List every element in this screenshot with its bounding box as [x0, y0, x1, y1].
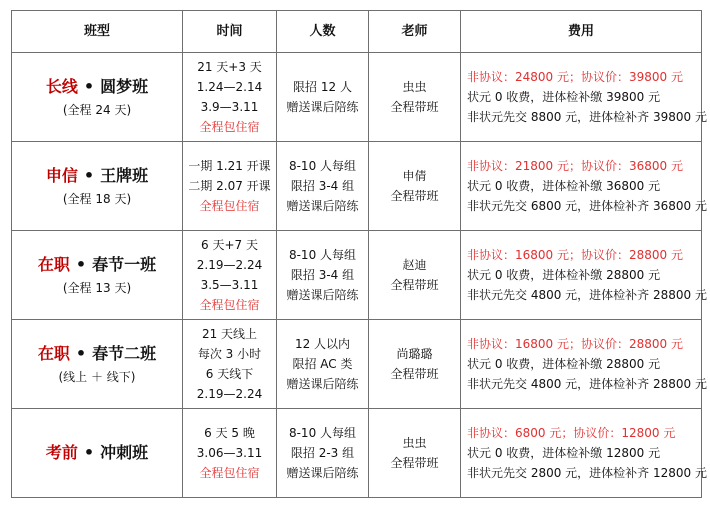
fee-line: 非协议：16800 元；协议价：28800 元: [467, 248, 683, 262]
people-line: 赠送课后陪练: [286, 288, 359, 302]
class-title: [12, 341, 182, 367]
people-line: 限招 2-3 组: [290, 446, 355, 460]
time-line: 2.19—2.24: [196, 387, 263, 401]
class-title: [12, 74, 182, 100]
fee-line: 非协议：21800 元；协议价：36800 元: [467, 159, 683, 173]
course-table-wrapper: [11, 10, 707, 498]
class-duration: (全程 13 天): [62, 281, 132, 295]
fee-line: 非状元先交 4800 元，进体检补齐 28800 元: [467, 377, 707, 391]
teacher-line: 全程带班: [390, 189, 439, 203]
time-cell: [183, 231, 277, 320]
course-table: [11, 10, 707, 498]
time-cell: [183, 320, 277, 409]
separator-dot: •: [75, 255, 87, 274]
people-line: 赠送课后陪练: [286, 466, 359, 480]
teacher-line: 全程带班: [390, 367, 439, 381]
time-cell: [183, 53, 277, 142]
teacher-cell: [369, 409, 461, 498]
time-line: 21 天线上: [201, 327, 258, 341]
separator-dot: •: [83, 166, 95, 185]
class-duration: (全程 24 天): [62, 103, 132, 117]
time-line: 全程包住宿: [199, 120, 260, 134]
people-line: 8-10 人每组: [288, 159, 357, 173]
people-line: 限招 3-4 组: [290, 268, 355, 282]
fee-line: 状元 0 收费，进体检补缴 12800 元: [467, 446, 661, 460]
teacher-cell: [369, 53, 461, 142]
class-duration: (线上 ＋ 线下): [58, 370, 136, 384]
class-name-cell: [12, 320, 183, 409]
fee-line: 非状元先交 6800 元，进体检补齐 36800 元: [467, 199, 707, 213]
teacher-line: 尚璐璐: [396, 347, 433, 361]
time-line: 全程包住宿: [199, 466, 260, 480]
fee-line: 状元 0 收费，进体检补缴 28800 元: [467, 357, 661, 371]
class-name-cell: [12, 231, 183, 320]
table-row: [12, 142, 702, 231]
time-line: 3.5—3.11: [200, 278, 259, 292]
header-class-type: 班型: [12, 11, 183, 53]
class-title: [12, 252, 182, 278]
fee-cell: [461, 142, 707, 231]
header-fee: 费用: [461, 11, 702, 53]
class-name-cell: [12, 142, 183, 231]
class-tag: 在职: [37, 255, 70, 274]
fee-line: 状元 0 收费，进体检补缴 39800 元: [467, 90, 661, 104]
time-line: 1.24—2.14: [196, 80, 263, 94]
time-cell: [183, 142, 277, 231]
fee-cell: [461, 320, 707, 409]
time-line: 6 天+7 天: [201, 238, 258, 252]
fee-line: 状元 0 收费，进体检补缴 28800 元: [467, 268, 661, 282]
fee-cell: [461, 53, 707, 142]
people-line: 赠送课后陪练: [286, 199, 359, 213]
fee-line: 非协议：6800 元；协议价：12800 元: [467, 426, 676, 440]
table-row: [12, 53, 702, 142]
people-cell: [277, 53, 369, 142]
separator-dot: •: [83, 77, 95, 96]
people-cell: [277, 231, 369, 320]
header-time: 时间: [183, 11, 277, 53]
table-row: [12, 409, 702, 498]
teacher-line: 申倩: [402, 169, 427, 183]
class-tag: 申信: [45, 166, 78, 185]
class-title: [12, 163, 182, 189]
time-line: 每次 3 小时: [197, 347, 262, 361]
people-cell: [277, 409, 369, 498]
people-line: 限招 12 人: [293, 80, 352, 94]
class-tag: 长线: [45, 77, 78, 96]
class-tag: 考前: [45, 443, 78, 462]
time-line: 2.19—2.24: [196, 258, 263, 272]
class-title: [12, 440, 182, 466]
teacher-cell: [369, 231, 461, 320]
time-line: 全程包住宿: [199, 298, 260, 312]
teacher-line: 全程带班: [390, 456, 439, 470]
people-cell: [277, 142, 369, 231]
fee-line: 非协议：24800 元；协议价：39800 元: [467, 70, 683, 84]
fee-cell: [461, 231, 707, 320]
class-name: 圆梦班: [100, 77, 149, 96]
header-people: 人数: [277, 11, 369, 53]
fee-cell: [461, 409, 707, 498]
table-row: [12, 231, 702, 320]
fee-line: 非状元先交 2800 元，进体检补齐 12800 元: [467, 466, 707, 480]
class-tag: 在职: [37, 344, 70, 363]
teacher-line: 全程带班: [390, 278, 439, 292]
time-line: 全程包住宿: [199, 199, 260, 213]
class-name-cell: [12, 409, 183, 498]
teacher-cell: [369, 320, 461, 409]
separator-dot: •: [83, 443, 95, 462]
time-line: 二期 2.07 开课: [188, 179, 271, 193]
separator-dot: •: [75, 344, 87, 363]
teacher-cell: [369, 142, 461, 231]
table-row: [12, 320, 702, 409]
header-row: [12, 11, 702, 53]
people-line: 限招 AC 类: [292, 357, 353, 371]
time-cell: [183, 409, 277, 498]
people-line: 8-10 人每组: [288, 426, 357, 440]
teacher-line: 赵迪: [402, 258, 427, 272]
class-name-cell: [12, 53, 183, 142]
teacher-line: 全程带班: [390, 100, 439, 114]
fee-line: 非状元先交 4800 元，进体检补齐 28800 元: [467, 288, 707, 302]
class-name: 春节二班: [92, 344, 157, 363]
class-name: 冲刺班: [100, 443, 149, 462]
header-teacher: 老师: [369, 11, 461, 53]
time-line: 6 天 5 晚: [204, 426, 255, 440]
fee-line: 非状元先交 8800 元，进体检补齐 39800 元: [467, 110, 707, 124]
people-line: 赠送课后陪练: [286, 100, 359, 114]
time-line: 3.9—3.11: [200, 100, 259, 114]
people-line: 赠送课后陪练: [286, 377, 359, 391]
fee-line: 状元 0 收费，进体检补缴 36800 元: [467, 179, 661, 193]
fee-line: 非协议：16800 元；协议价：28800 元: [467, 337, 683, 351]
time-line: 3.06—3.11: [196, 446, 263, 460]
people-cell: [277, 320, 369, 409]
time-line: 6 天线下: [205, 367, 254, 381]
teacher-line: 虫虫: [402, 436, 427, 450]
people-line: 限招 3-4 组: [290, 179, 355, 193]
people-line: 12 人以内: [294, 337, 351, 351]
class-name: 春节一班: [92, 255, 157, 274]
people-line: 8-10 人每组: [288, 248, 357, 262]
time-line: 一期 1.21 开课: [188, 159, 271, 173]
time-line: 21 天+3 天: [197, 60, 262, 74]
teacher-line: 虫虫: [402, 80, 427, 94]
class-duration: (全程 18 天): [62, 192, 132, 206]
class-name: 王牌班: [100, 166, 149, 185]
